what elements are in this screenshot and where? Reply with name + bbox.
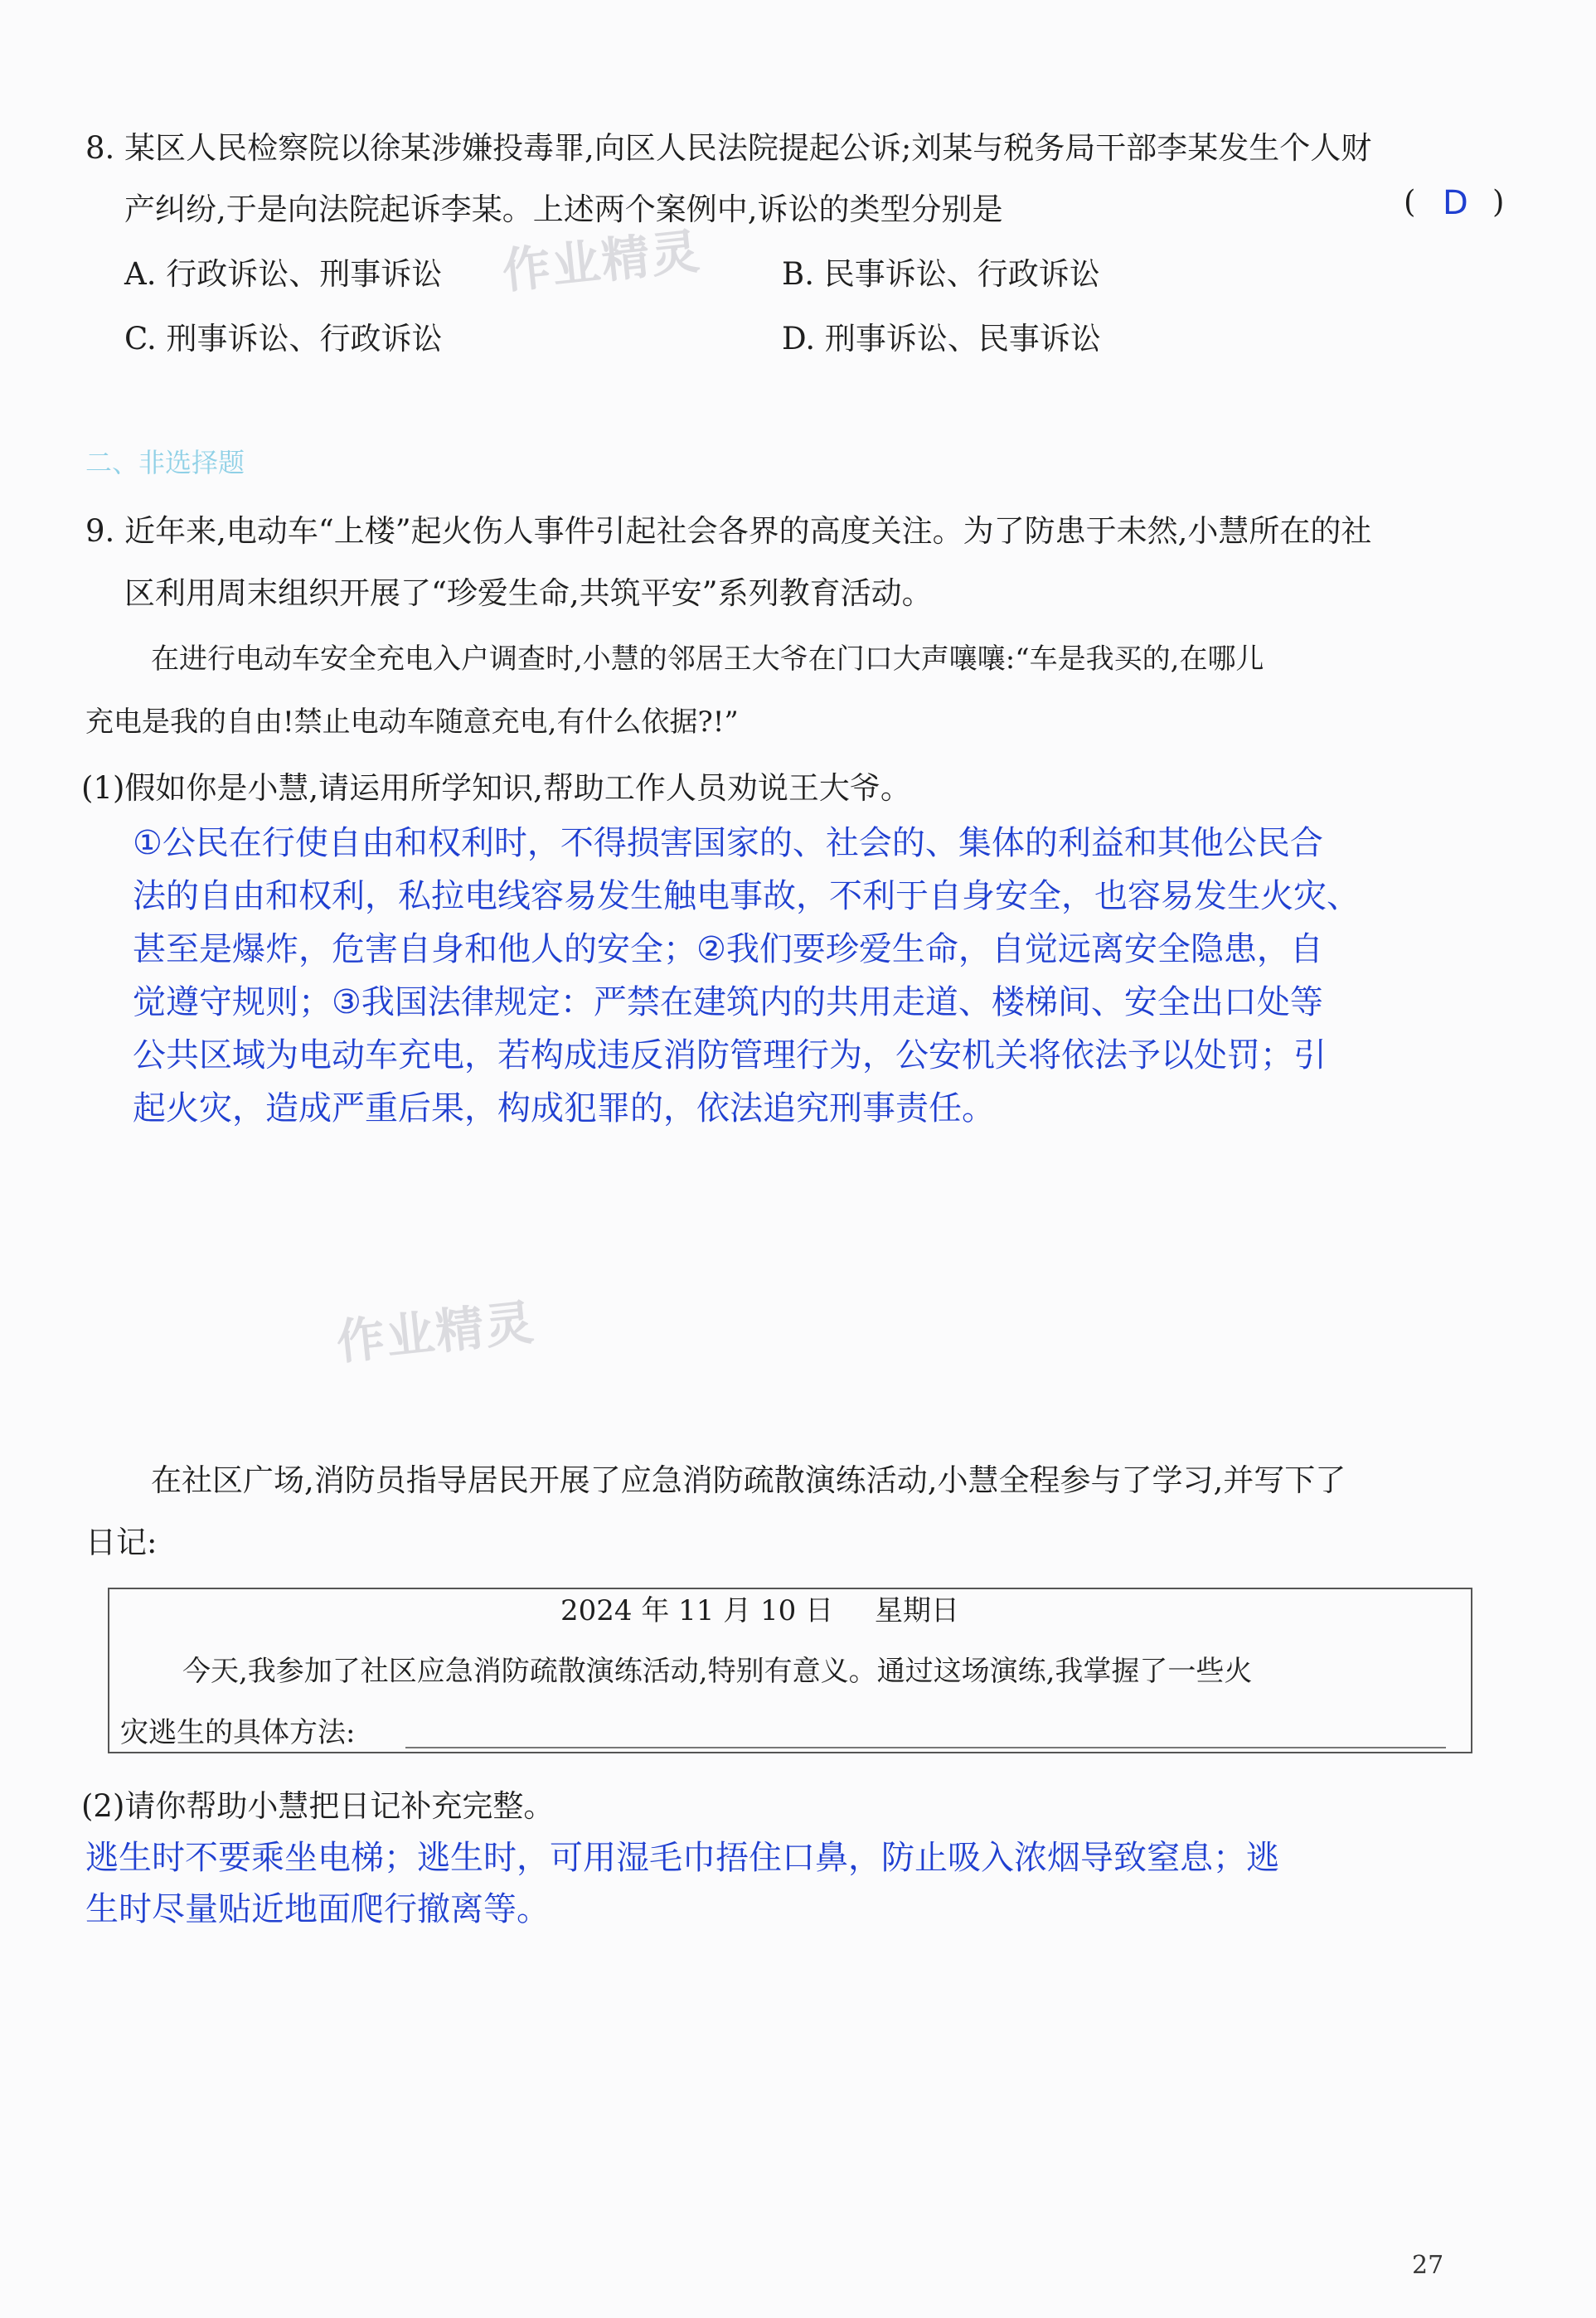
q9-drill-line2: 日记:: [85, 1525, 158, 1560]
answer2-line: 逃生时不要乘坐电梯；逃生时，可用湿毛巾捂住口鼻，防止吸入浓烟导致窒息；逃: [85, 1839, 1279, 1877]
watermark-top: 作业精灵: [499, 222, 704, 300]
q8-stem-line1: 8. 某区人民检察院以徐某涉嫌投毒罪,向区人民法院提起公诉;刘某与税务局干部李某发生个人财: [85, 130, 1372, 166]
answer1-line: 起火灾，造成严重后果，构成犯罪的，依法追究刑事责任。: [133, 1089, 995, 1127]
q9-intro-line1: 9. 近年来,电动车“上楼”起火伤人事件引起社会各界的高度关注。为了防患于未然,小慧所在的社: [85, 513, 1372, 549]
watermark-middle: 作业精灵: [333, 1293, 538, 1371]
answer1-line: 法的自由和权利，私拉电线容易发生触电事故，不利于自身安全，也容易发生火灾、: [133, 877, 1360, 915]
answer1-line: ①公民在行使自由和权利时，不得损害国家的、社会的、集体的利益和其他公民合: [133, 824, 1323, 862]
answer1-line: 觉遵守规则；③我国法律规定：严禁在建筑内的共用走道、楼梯间、安全出口处等: [133, 983, 1323, 1021]
q8-stem-line2: 产纠纷,于是向法院起诉李某。上述两个案例中,诉讼的类型分别是: [124, 192, 1003, 227]
diary-line1: 今天,我参加了社区应急消防疏散演练活动,特别有意义。通过这场演练,我掌握了一些火: [182, 1655, 1253, 1688]
answer1-line: 公共区域为电动车充电，若构成违反消防管理行为，公安机关将依法予以处罚；引: [133, 1036, 1327, 1074]
q9-intro-line2: 区利用周末组织开展了“珍爱生命,共筑平安”系列教育活动。: [124, 575, 933, 611]
section-title: 二、非选择题: [85, 447, 245, 478]
q9-drill-line1: 在社区广场,消防员指导居民开展了应急消防疏散演练活动,小慧全程参与了学习,并写下了: [151, 1462, 1346, 1498]
q9-sub2-prompt: (2)请你帮助小慧把日记补充完整。: [81, 1788, 555, 1824]
q8-option-a: A. 行政诉讼、刑事诉讼: [124, 256, 443, 292]
q8-answer-paren-open: (: [1404, 184, 1416, 220]
q8-option-b: B. 民事诉讼、行政诉讼: [782, 256, 1100, 292]
q8-answer: D: [1443, 184, 1468, 222]
q9-material-line2: 充电是我的自由!禁止电动车随意充电,有什么依据?!”: [85, 706, 739, 739]
answer1-line: 甚至是爆炸，危害自身和他人的安全；②我们要珍爱生命，自觉远离安全隐患，自: [133, 930, 1323, 968]
diary-weekday: 星期日: [875, 1594, 959, 1627]
q8-answer-paren-close: ): [1492, 184, 1505, 220]
q9-answer1: [133, 817, 1360, 1135]
q9-sub1-prompt: (1)假如你是小慧,请运用所学知识,帮助工作人员劝说王大爷。: [81, 770, 911, 806]
q8-option-d: D. 刑事诉讼、民事诉讼: [782, 321, 1101, 356]
q8-option-c: C. 刑事诉讼、行政诉讼: [124, 321, 443, 356]
answer2-line: 生时尽量贴近地面爬行撤离等。: [85, 1890, 550, 1928]
diary-fill-line: [405, 1747, 1446, 1748]
diary-line2: 灾逃生的具体方法:: [120, 1716, 356, 1749]
q9-answer2: [85, 1832, 1279, 1935]
diary-date: 2024 年 11 月 10 日: [560, 1594, 834, 1627]
q9-material-line1: 在进行电动车安全充电入户调查时,小慧的邻居王大爷在门口大声嚷嚷:“车是我买的,在哪儿: [151, 643, 1264, 676]
page-number: 27: [1412, 2251, 1444, 2280]
